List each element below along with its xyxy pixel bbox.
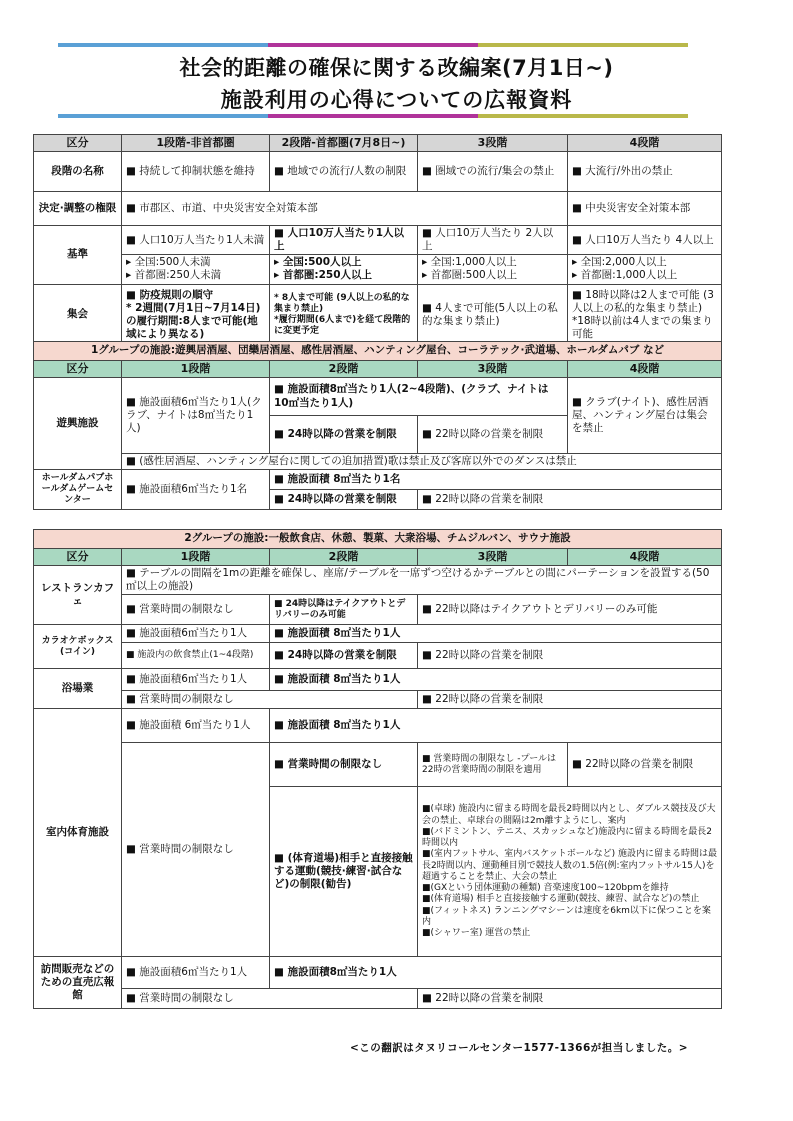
criteria-4-detail: ▸ 全国:2,000人以上 ▸ 首都圏:1,000人以上 (568, 255, 722, 284)
bath-1-hours: ■ 営業時間の制限なし (122, 691, 418, 709)
group-1-band: 1グループの施設:遊興居酒屋、団欒居酒屋、感性居酒屋、ハンティング屋台、コーラテック·武道場、ホールダムパブ など (34, 342, 722, 361)
g1-header-stage-2: 2段階 (270, 361, 418, 378)
criteria-4: ■ 人口10万人当たり 4人以上 (568, 226, 722, 255)
restaurant-2: ■ 24時以降はテイクアウトとデリバリーのみ可能 (270, 595, 418, 625)
row-label-karaoke: カラオケボックス(コイン) (34, 625, 122, 669)
criteria-3: ■ 人口10万人当たり 2人以上 (418, 226, 568, 255)
bath-2-area: ■ 施設面積 8㎡当たり1人 (270, 669, 722, 691)
row-label-authority: 決定·調整の権限 (34, 192, 122, 226)
entertainment-2-3: ■ 施設面積8㎡当たり1人(2~4段階)、(クラブ、ナイトは10㎡当たり1人) (270, 378, 568, 416)
row-label-restaurant: レストランカフェ (34, 566, 122, 625)
authority-4: ■ 中央災害安全対策本部 (568, 192, 722, 226)
showroom-3-hours: ■ 22時以降の営業を制限 (418, 989, 722, 1009)
header-stage-1: 1段階-非首都圏 (122, 135, 270, 152)
holdem-3-hours: ■ 22時以降の営業を制限 (418, 490, 722, 510)
bath-3-hours: ■ 22時以降の営業を制限 (418, 691, 722, 709)
stage-name-2: ■ 地域での流行/人数の制限 (270, 152, 418, 192)
row-label-criteria: 基準 (34, 226, 122, 285)
group-2-band: 2グループの施設:一般飲食店、休憩、製菓、大衆浴場、チムジルバン、サウナ施設 (34, 530, 722, 549)
header-stage-2: 2段階-首都圏(7月8日~) (270, 135, 418, 152)
karaoke-3-hours: ■ 22時以降の営業を制限 (418, 643, 722, 669)
title-line-2: 施設利用の心得についての広報資料 (220, 88, 573, 112)
translation-credit: <この翻訳はタヌリコールセンター1577-1366が担当しました。> (350, 1042, 689, 1054)
row-label-bath: 浴場業 (34, 669, 122, 709)
holdem-2-area: ■ 施設面積 8㎡当たり1名 (270, 470, 722, 490)
criteria-1-detail: ▸ 全国:500人未満 ▸ 首都圏:250人未満 (122, 255, 270, 284)
header-stage-4: 4段階 (568, 135, 722, 152)
header-category: 区分 (34, 135, 122, 152)
g1-header-stage-4: 4段階 (568, 361, 722, 378)
criteria-3-detail: ▸ 全国:1,000人以上 ▸ 首都圏:500人以上 (418, 255, 568, 284)
holdem-1: ■ 施設面積6㎡当たり1名 (122, 470, 270, 510)
stage-name-1: ■ 持続して抑制状態を維持 (122, 152, 270, 192)
criteria-1: ■ 人口10万人当たり1人未満 (122, 226, 270, 255)
restaurant-3: ■ 22時以降はテイクアウトとデリバリーのみ可能 (418, 595, 722, 625)
group-1-table (33, 341, 722, 510)
holdem-2-hours: ■ 24時以降の営業を制限 (270, 490, 418, 510)
sports-4-hours: ■ 22時以降の営業を制限 (568, 743, 722, 787)
g1-header-stage-3: 3段階 (418, 361, 568, 378)
entertainment-note: ■ (感性居酒屋、ハンティング屋台に関しての追加措置)歌は禁止及び客席以外でのダンスは禁止 (122, 454, 722, 470)
stage-name-3: ■ 圏域での流行/集会の禁止 (418, 152, 568, 192)
sports-2-hours: ■ 営業時間の制限なし (270, 743, 418, 787)
criteria-2: ■ 人口10万人当たり1人以上 (270, 226, 418, 255)
sports-2-area: ■ 施設面積 8㎡当たり1人 (270, 709, 722, 743)
karaoke-1-food: ■ 施設内の飲食禁止(1~4段階) (122, 643, 270, 669)
group-2-table (33, 529, 722, 1009)
gathering-4: ■ 18時以降は2人まで可能 (3人以上の私的な集まり禁止) *18時以前は4人までの集まり可能 (568, 284, 722, 346)
bath-1-area: ■ 施設面積6㎡当たり1人 (122, 669, 270, 691)
row-label-holdem: ホールダムパブホールダムゲームセンター (34, 470, 122, 510)
gathering-2: * 8人まで可能 (9人以上の私的な集まり禁止) *履行期間(6人まで)を経て段階的に変更予定 (270, 284, 418, 346)
g1-header-stage-1: 1段階 (122, 361, 270, 378)
entertainment-2-hours: ■ 24時以降の営業を制限 (270, 416, 418, 454)
title-line-1: 社会的距離の確保に関する改編案(7月1日~) (179, 56, 614, 80)
header-stage-3: 3段階 (418, 135, 568, 152)
gathering-3: ■ 4人まで可能(5人以上の私的な集まり禁止) (418, 284, 568, 346)
sports-1-hours: ■ 営業時間の制限なし (122, 743, 270, 957)
sports-3-hours: ■ 営業時間の制限なし -プールは22時の営業時間の制限を適用 (418, 743, 568, 787)
gathering-1: ■ 防疫規則の順守 * 2週間(7月1日~7月14日)の履行期間:8人まで可能(地域により異なる) (122, 284, 270, 346)
row-label-entertainment: 遊興施設 (34, 378, 122, 470)
sports-1-area: ■ 施設面積 6㎡当たり1人 (122, 709, 270, 743)
sports-3-4-rules: ■(卓球) 施設内に留まる時間を最長2時間以内とし、ダブルス競技及び大会の禁止、卓球台の間隔は2m離すようにし、案内 ■(バドミントン、テニス、スカッシュなど)施設内に留まる時間を最長2時間以内 ■(室内フットサル、室内バスケットボールなど) 施設内に留まる時間は最長2時間以内、運動種目別で競技人数の1.5倍(例:室内フットサル15人)を超過することを禁止、大会の禁止 ■(GXという団体運動の種類) 音楽速度100~120bpmを維持 ■(体育道場) 相手と直接接触する運動(競技、練習、試合など)の禁止 ■(フィットネス) ランニングマシーンは速度を6km以下に保つことを案内 ■(シャワー室) 運営の禁止 (418, 787, 722, 957)
g2-header-category: 区分 (34, 549, 122, 566)
title-top-bar (58, 43, 688, 47)
row-label-showroom: 訪問販売などのための直売広報館 (34, 957, 122, 1009)
showroom-2-area: ■ 施設面積8㎡当たり1人 (270, 957, 722, 989)
g2-header-stage-3: 3段階 (418, 549, 568, 566)
karaoke-2-hours: ■ 24時以降の営業を制限 (270, 643, 418, 669)
criteria-2-detail: ▸ 全国:500人以上 ▸ 首都圏:250人以上 (270, 255, 418, 284)
karaoke-1-area: ■ 施設面積6㎡当たり1人 (122, 625, 270, 643)
authority-1-3: ■ 市郡区、市道、中央災害安全対策本部 (122, 192, 568, 226)
title-bottom-bar (58, 114, 688, 118)
stage-name-4: ■ 大流行/外出の禁止 (568, 152, 722, 192)
showroom-1-area: ■ 施設面積6㎡当たり1人 (122, 957, 270, 989)
restaurant-1: ■ 営業時間の制限なし (122, 595, 270, 625)
row-label-indoor-sports: 室内体育施設 (34, 709, 122, 957)
g2-header-stage-1: 1段階 (122, 549, 270, 566)
entertainment-1: ■ 施設面積6㎡当たり1人(クラブ、ナイトは8㎡当たり1人) (122, 378, 270, 454)
entertainment-3-hours: ■ 22時以降の営業を制限 (418, 416, 568, 454)
row-label-stage-name: 段階の名称 (34, 152, 122, 192)
row-label-gathering: 集会 (34, 284, 122, 346)
showroom-1-hours: ■ 営業時間の制限なし (122, 989, 418, 1009)
sports-2-contact: ■ (体育道場)相手と直接接触する運動(競技·練習·試合など)の制限(勧告) (270, 787, 418, 957)
g2-header-stage-2: 2段階 (270, 549, 418, 566)
entertainment-4: ■ クラブ(ナイト)、感性居酒屋、ハンティング屋台は集会を禁止 (568, 378, 722, 454)
restaurant-partition: ■ テーブルの間隔を1mの距離を確保し、座席/テーブルを一席ずつ空けるかテーブルとの間にパーテーションを設置する(50㎡以上の施設) (122, 566, 722, 595)
karaoke-2-area: ■ 施設面積 8㎡当たり1人 (270, 625, 722, 643)
g2-header-stage-4: 4段階 (568, 549, 722, 566)
g1-header-category: 区分 (34, 361, 122, 378)
stage-overview-table (33, 134, 722, 347)
